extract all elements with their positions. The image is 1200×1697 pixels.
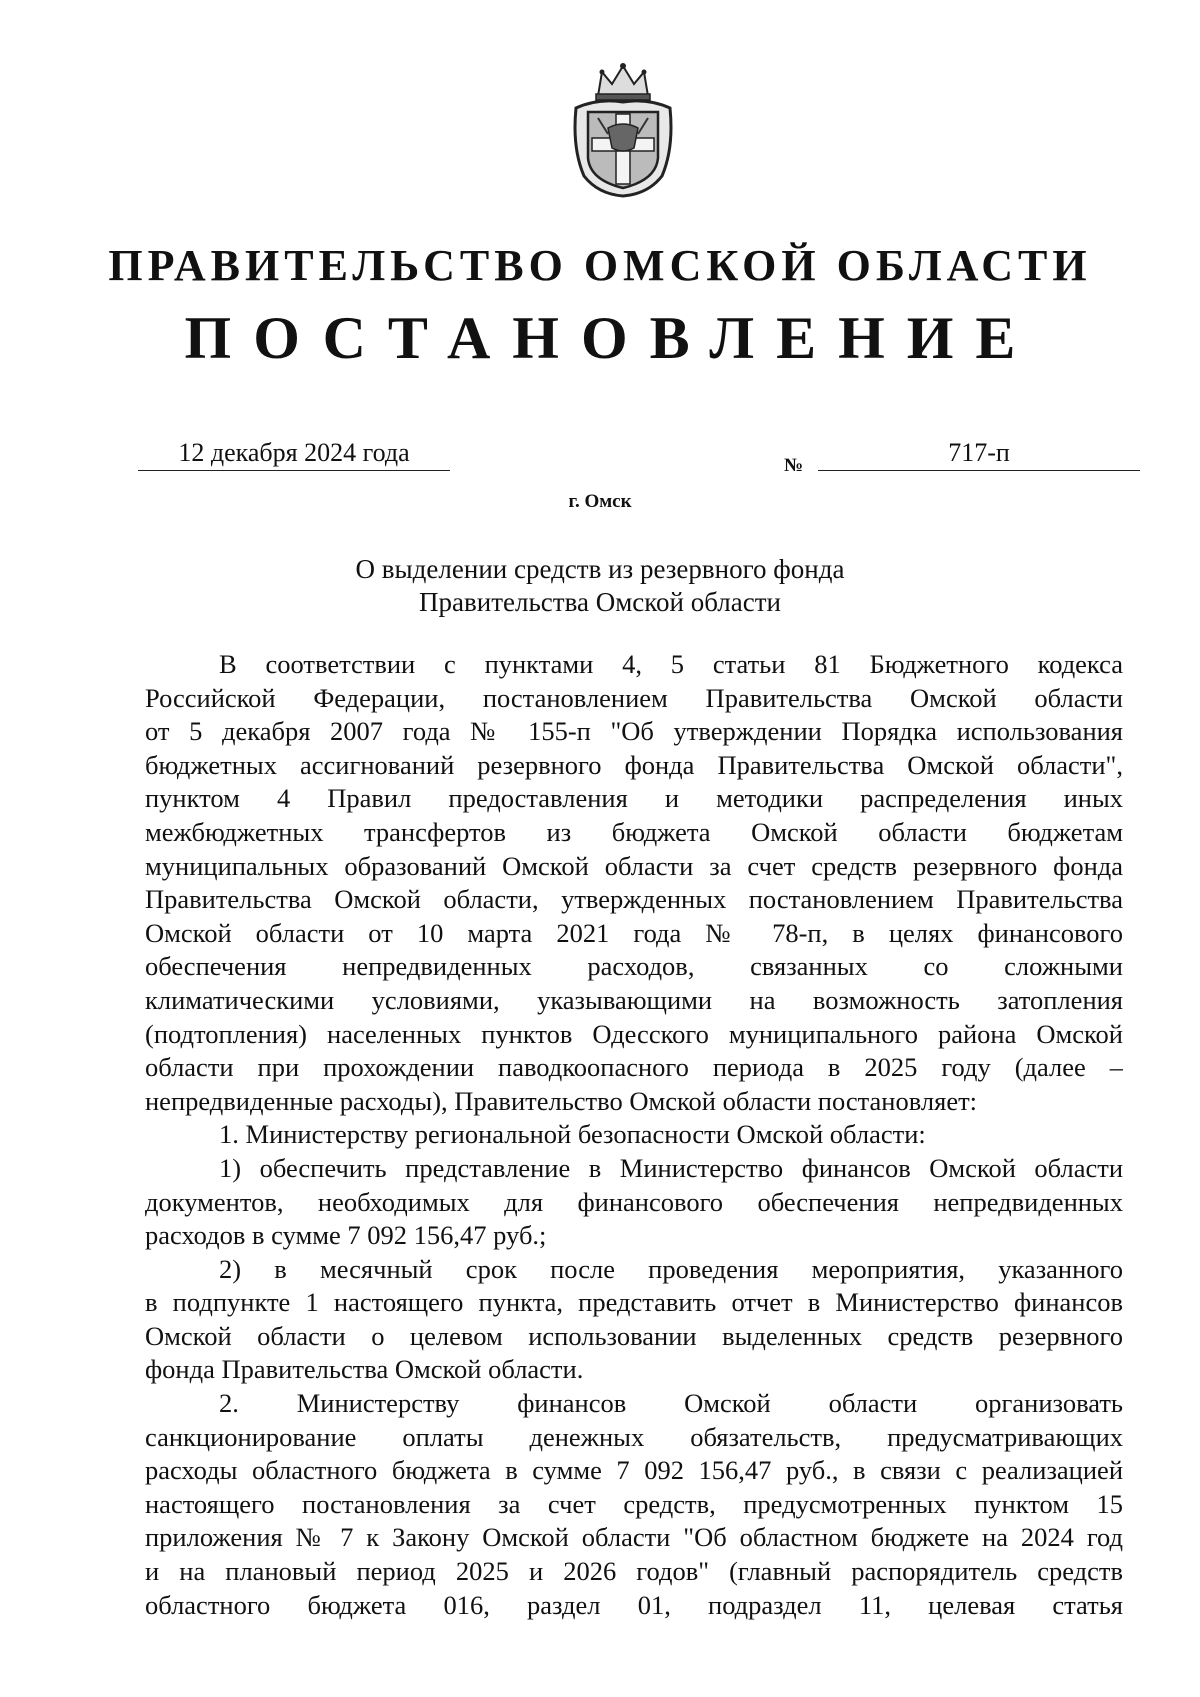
body-line: межбюджетных трансфертов из бюджета Омской области бюджетам: [145, 816, 1123, 847]
body-line: фонда Правительства Омской области.: [145, 1354, 584, 1385]
body-line: и на плановый период 2025 и 2026 годов" (главный распорядитель средств: [145, 1556, 1123, 1587]
title-line: О выделении средств из резервного фонда: [355, 554, 845, 584]
body-line: пунктом 4 Правил предоставления и методики распределения иных: [145, 783, 1123, 814]
body-line: настоящего постановления за счет средств, предусмотренных пунктом 15: [145, 1488, 1123, 1519]
body-line: 1. Министерству региональной безопасности Омской области:: [219, 1119, 926, 1150]
body-line: (подтопления) населенных пунктов Одесского муниципального района Омской: [145, 1018, 1123, 1049]
government-name: ПРАВИТЕЛЬСТВО ОМСКОЙ ОБЛАСТИ: [108, 241, 1092, 290]
body-line: санкционирование оплаты денежных обязательств, предусматривающих: [145, 1421, 1123, 1452]
body-line: Правительства Омской области, утвержденных постановлением Правительства: [145, 884, 1123, 915]
document-type: ПОСТАНОВЛЕНИЕ: [184, 305, 1038, 371]
body-line: 1) обеспечить представление в Министерство финансов Омской области: [219, 1152, 1123, 1183]
body-line: областного бюджета 016, раздел 01, подраздел 11, целевая статья: [145, 1589, 1123, 1620]
coat-of-arms-icon: [568, 58, 678, 198]
body-line: В соответствии с пунктами 4, 5 статьи 81 Бюджетного кодекса: [219, 649, 1123, 679]
number-sign: №: [784, 455, 804, 476]
body-line: 2) в месячный срок после проведения мероприятия, указанного: [219, 1253, 1123, 1284]
body-line: Омской области от 10 марта 2021 года № 78-п, в целях финансового: [145, 917, 1123, 948]
body-line: приложения № 7 к Закону Омской области "Об областном бюджете на 2024 год: [145, 1522, 1123, 1553]
body-line: расходы областного бюджета в сумме 7 092 156,47 руб., в связи с реализацией: [145, 1455, 1123, 1486]
document-title: [0, 553, 1200, 619]
body-line: от 5 декабря 2007 года № 155-п "Об утверждении Порядка использования: [145, 716, 1123, 747]
body-line: в подпункте 1 настоящего пункта, представить отчет в Министерство финансов: [145, 1287, 1123, 1318]
coat-of-arms-emblem: [568, 58, 678, 198]
body-line: области при прохождении паводкоопасного периода в 2025 году (далее –: [145, 1052, 1123, 1083]
body-line: обеспечения непредвиденных расходов, связанных со сложными: [145, 951, 1123, 982]
body-line: климатическими условиями, указывающими на возможность затопления: [145, 984, 1123, 1015]
document-date: 12 декабря 2024 года: [138, 438, 450, 471]
body-line: муниципальных образований Омской области за счет средств резервного фонда: [145, 850, 1123, 881]
body-line: Российской Федерации, постановлением Правительства Омской области: [145, 682, 1123, 713]
title-line: Правительства Омской области: [419, 587, 781, 617]
document-number: 717-п: [818, 438, 1140, 471]
document-city: г. Омск: [568, 491, 632, 512]
body-line: 2. Министерству финансов Омской области организовать: [219, 1388, 1123, 1419]
body-line: Омской области о целевом использовании выделенных средств резервного: [145, 1320, 1123, 1351]
body-line: бюджетных ассигнований резервного фонда Правительства Омской области",: [145, 749, 1123, 780]
document-body: [145, 648, 1123, 1622]
body-line: непредвиденные расходы), Правительство Омской области постановляет:: [145, 1085, 978, 1116]
body-line: расходов в сумме 7 092 156,47 руб.;: [145, 1220, 547, 1251]
body-line: документов, необходимых для финансового обеспечения непредвиденных: [145, 1186, 1123, 1217]
